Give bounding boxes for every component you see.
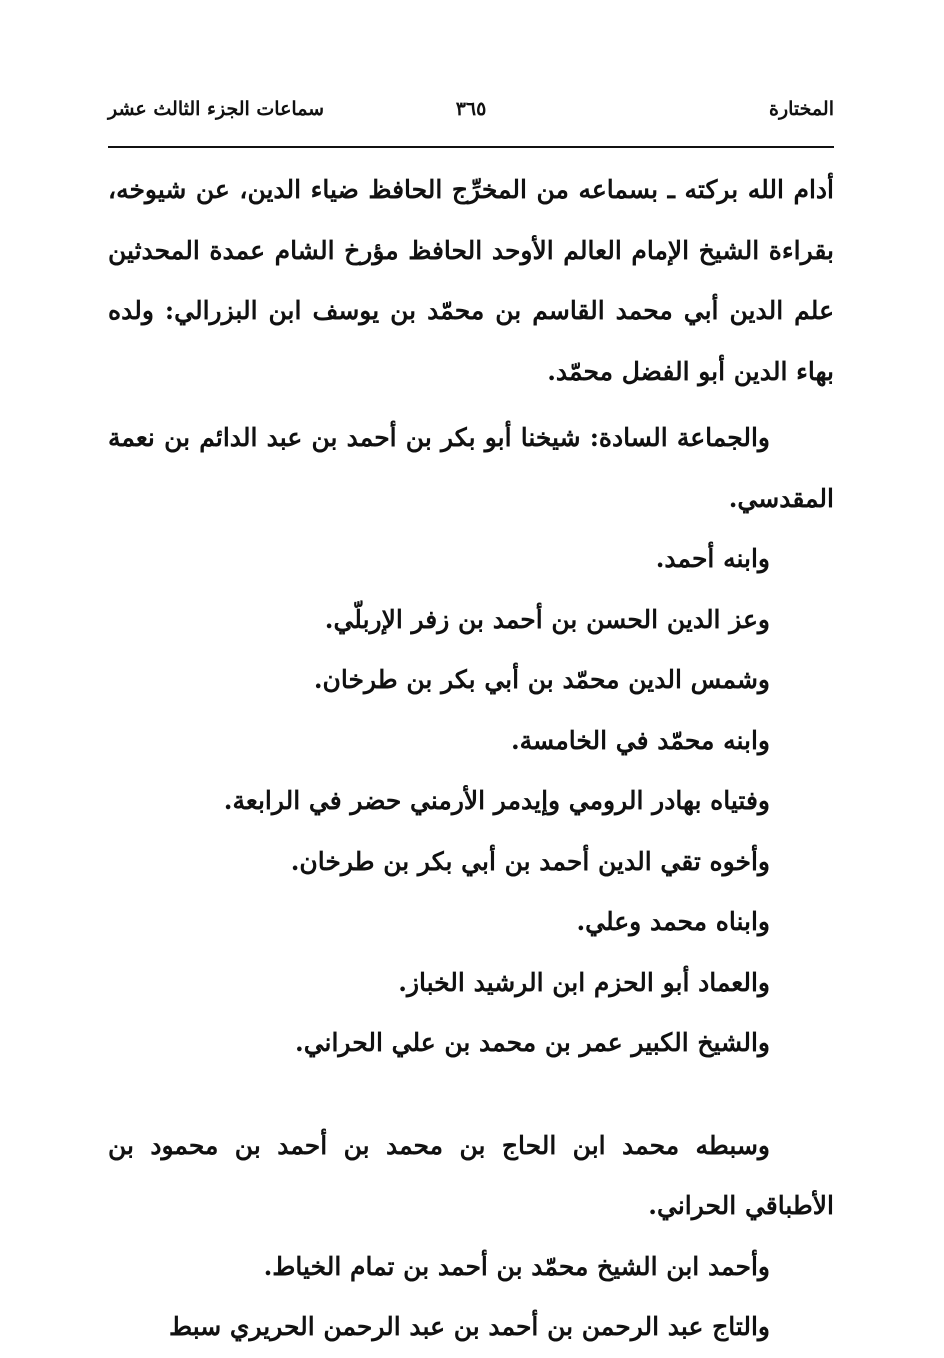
list-item: وأخوه تقي الدين أحمد بن أبي بكر بن طرخان. <box>290 846 770 876</box>
page-number: ٣٦٥ <box>455 98 487 120</box>
list-item: وأحمد ابن الشيخ محمّد بن أحمد بن تمام الخياط. <box>263 1251 770 1281</box>
list-item: وابنه أحمد. <box>655 544 770 573</box>
paragraph-intro: أدام الله بركته ـ بسماعه من المخرِّج الحافظ ضياء الدين، عن شيوخه، بقراءة الشيخ الإمام العالم الأوحد الحافظ مؤرخ الشام عمدة المحدثين علم الدين أبي محمد القاسم بن محمّد بن يوسف ابن البزرالي: ولده بهاء الدين أبو الفضل محمّد. <box>108 175 834 386</box>
list-item: والعماد أبو الحزم ابن الرشيد الخباز. <box>398 967 770 997</box>
running-header <box>108 98 834 134</box>
header-rule <box>108 146 834 148</box>
paragraph-taj: والتاج عبد الرحمن بن أحمد بن عبد الرحمن الحريري سبط <box>168 1312 770 1341</box>
list-item: وابنه محمّد في الخامسة. <box>510 725 770 755</box>
paragraph-sibt: وسبطه محمد ابن الحاج بن محمد بن أحمد بن محمود بن الأطباقي الحراني. <box>108 1130 834 1220</box>
list-item: وشمس الدين محمّد بن أبي بكر بن طرخان. <box>313 665 770 694</box>
section-title: سماعات الجزء الثالث عشر <box>108 98 325 120</box>
main-text <box>108 160 834 1358</box>
list-item: والشيخ الكبير عمر بن محمد بن علي الحراني. <box>294 1028 770 1057</box>
list-item: وابناه محمد وعلي. <box>576 907 770 936</box>
book-title: المختارة <box>769 98 834 120</box>
list-item: وفتياه بهادر الرومي وإيدمر الأرمني حضر في الرابعة. <box>223 786 770 815</box>
paragraph-jamaa: والجماعة السادة: شيخنا أبو بكر بن أحمد بن عبد الدائم بن نعمة المقدسي. <box>108 423 834 513</box>
list-item: وعز الدين الحسن بن أحمد بن زفر الإربلّي. <box>324 604 770 634</box>
